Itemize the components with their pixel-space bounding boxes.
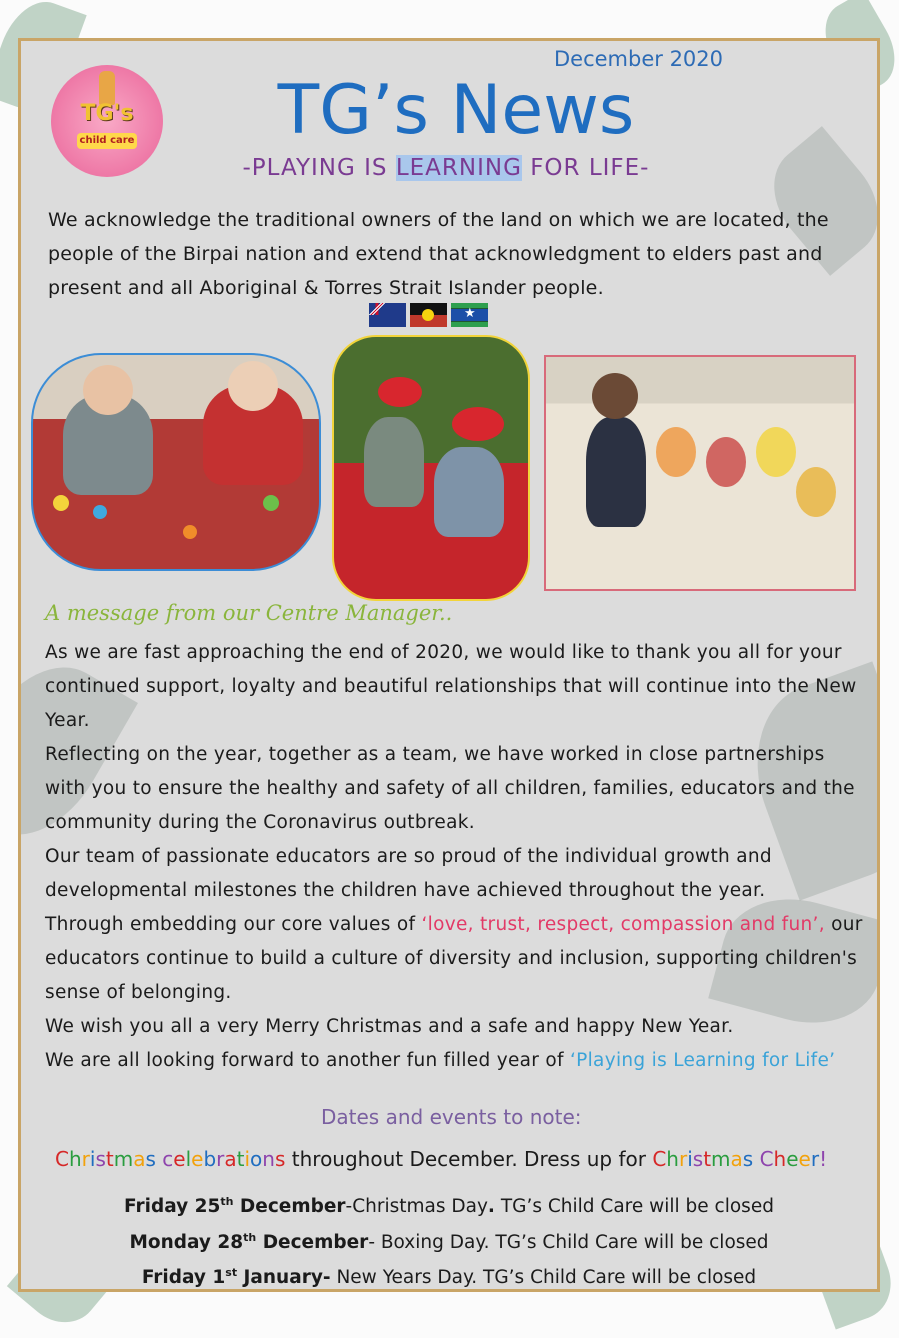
handprint <box>796 467 836 517</box>
message-paragraph: As we are fast approaching the end of 2020, we would like to thank you all for your continued support, loyalty and beautiful relationships that will continue into the New Year. <box>45 642 857 731</box>
message-heading: A message from our Centre Manager.. <box>45 601 453 625</box>
issue-date: December 2020 <box>554 47 724 71</box>
event-text: -Christmas Day <box>345 1196 488 1218</box>
aboriginal-flag-icon <box>410 303 447 327</box>
event-day: Friday 25 <box>124 1196 221 1218</box>
child-head <box>83 365 133 415</box>
child-head <box>228 361 278 411</box>
motto <box>181 155 711 181</box>
red-hat <box>452 407 504 441</box>
christmas-celebrations: Christmas celebrations <box>55 1147 286 1171</box>
red-hat <box>378 377 422 407</box>
event-rest: TG’s Child Care will be closed <box>494 1196 774 1218</box>
table-dot <box>183 525 197 539</box>
handprint <box>706 437 746 487</box>
giraffe-icon <box>99 71 115 105</box>
closing-intro: We are all looking forward to another fun filled year of <box>45 1050 570 1071</box>
event-text: New Years Day. TG’s Child Care will be closed <box>330 1267 757 1289</box>
motto-before: -PLAYING IS <box>242 155 396 181</box>
cheer-middle: throughout December. Dress up for <box>285 1147 653 1171</box>
message-paragraph: Reflecting on the year, together as a team, we have worked in close partnerships with you to ensure the healthy and safety of all children, families, educators and the community during the Coronavirus outbreak. <box>45 744 855 833</box>
values-intro: Through embedding our core values of <box>45 914 422 935</box>
christmas-line <box>55 1147 875 1171</box>
motto-highlight: LEARNING <box>395 155 522 181</box>
event-day-suffix: th <box>220 1195 234 1208</box>
message-paragraph <box>45 1044 865 1078</box>
newsletter-page <box>18 38 880 1292</box>
event-dot: . <box>487 1196 495 1218</box>
closing-quote: ‘Playing is Learning for Life’ <box>569 1050 836 1071</box>
message-paragraph: Our team of passionate educators are so proud of the individual growth and developmental milestones the children have achieved throughout the year. <box>45 846 772 901</box>
events-heading: Dates and events to note: <box>321 1105 582 1129</box>
values-outro: our educators continue to build a culture of diversity and inclusion, supporting children's sense of belonging. <box>45 914 863 1003</box>
photo-handprint-art <box>544 355 856 591</box>
message-paragraph: We wish you all a very Merry Christmas and a safe and happy New Year. <box>45 1016 734 1037</box>
event-month: December <box>256 1232 369 1254</box>
child-figure <box>586 417 646 527</box>
logo-subtitle: child care <box>77 133 137 149</box>
event-month: January- <box>237 1267 331 1289</box>
tgs-logo <box>51 65 163 177</box>
handprint <box>656 427 696 477</box>
event-day: Friday 1 <box>141 1267 226 1289</box>
australian-flag-icon <box>369 303 406 327</box>
flags <box>369 303 489 327</box>
motto-after: FOR LIFE- <box>521 155 650 181</box>
event-day-suffix: th <box>243 1231 257 1244</box>
christmas-cheer: Christmas Cheer! <box>652 1147 828 1171</box>
event-text: - Boxing Day. TG’s Child Care will be closed <box>368 1232 769 1254</box>
photo-playdough-table <box>31 353 321 571</box>
event-month: December <box>233 1196 346 1218</box>
logo-name: TG's <box>80 101 134 126</box>
newsletter-title: TG’s News <box>277 71 635 150</box>
table-dot <box>93 505 107 519</box>
table-dot <box>263 495 279 511</box>
event-day: Monday 28 <box>129 1232 244 1254</box>
event-item <box>21 1266 877 1288</box>
torres-strait-flag-icon <box>451 303 488 327</box>
manager-message <box>45 636 865 1078</box>
event-item <box>21 1195 877 1217</box>
child-figure <box>434 447 504 537</box>
handprint <box>756 427 796 477</box>
child-figure <box>364 417 424 507</box>
child-head <box>592 373 638 419</box>
photo-children-slide <box>332 335 530 601</box>
table-dot <box>53 495 69 511</box>
core-values: ‘love, trust, respect, compassion and fun’, <box>421 914 825 935</box>
event-item <box>21 1231 877 1253</box>
acknowledgement-of-country: We acknowledge the traditional owners of the land on which we are located, the people of the Birpai nation and extend that acknowledgment to elders past and present and all Aboriginal & Torres Strait Islander people. <box>48 209 829 299</box>
message-paragraph <box>45 908 865 1010</box>
event-day-suffix: st <box>225 1266 238 1279</box>
